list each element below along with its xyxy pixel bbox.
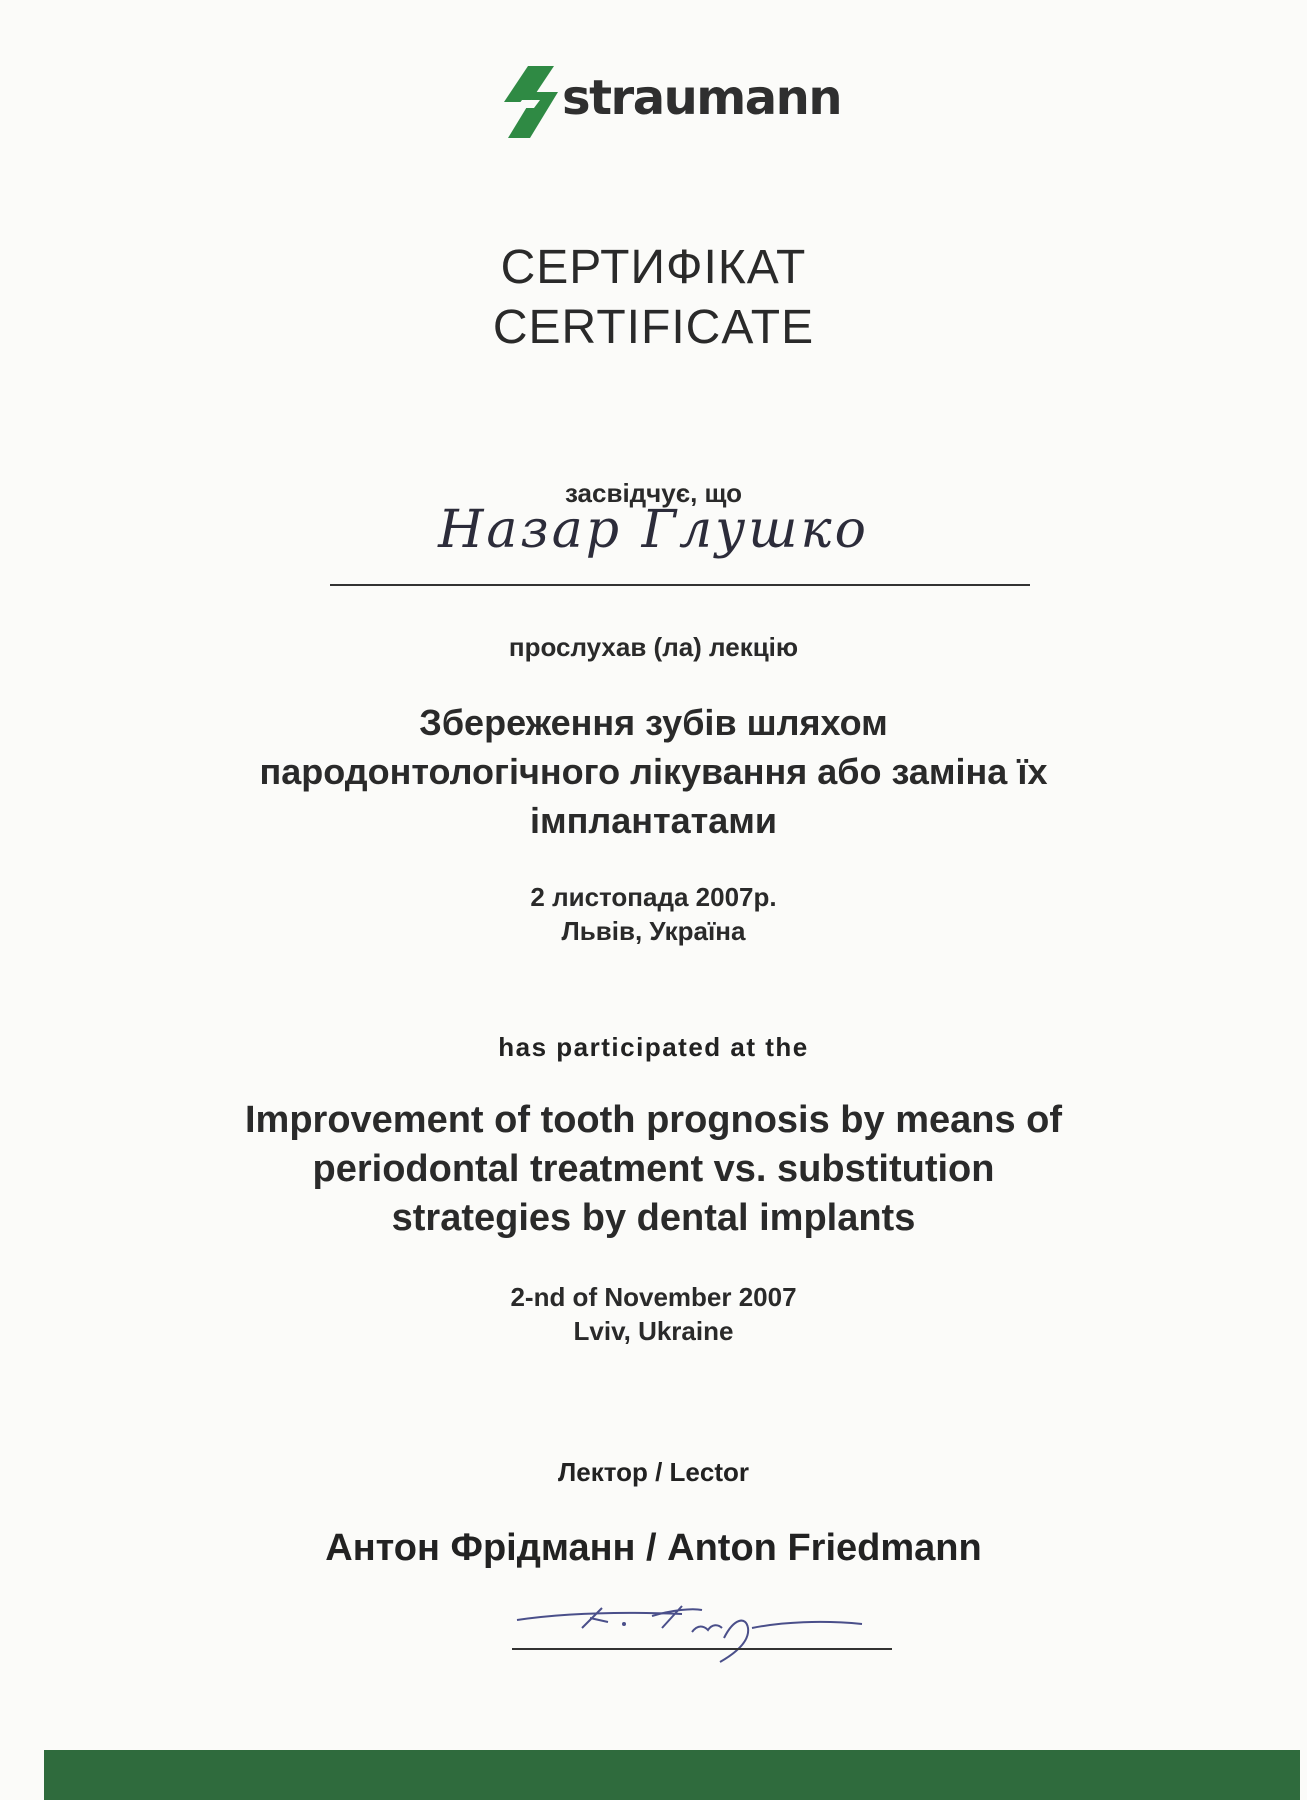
footer-green-band — [44, 1750, 1300, 1800]
lecture-title-english — [0, 1096, 1307, 1243]
certifies-text: засвідчує, що — [564, 478, 743, 508]
name-underline — [330, 584, 1030, 586]
date-place-english — [0, 1280, 1307, 1348]
lector-label: Лектор / Lector — [557, 1457, 749, 1487]
lecture-en-line-2: periodontal treatment vs. substitution — [312, 1148, 995, 1190]
lecture-ua-line-3: імплантатами — [529, 800, 778, 841]
date-ukrainian: 2 листопада 2007р. — [530, 882, 777, 912]
straumann-logo — [500, 62, 860, 152]
participated-text: has participated at the — [498, 1032, 809, 1062]
place-ukrainian: Львів, Україна — [561, 916, 746, 946]
title-english: CERTIFICATE — [492, 301, 815, 354]
place-english: Lviv, Ukraine — [573, 1316, 734, 1346]
recipient-name: Назар Глушко — [438, 500, 869, 560]
lecture-en-line-3: strategies by dental implants — [391, 1197, 916, 1239]
lecture-ua-line-2: пародонтологічного лікування або заміна їх — [259, 751, 1048, 792]
lecture-ua-line-1: Збереження зубів шляхом — [419, 702, 888, 743]
signature-line — [512, 1648, 892, 1650]
straumann-logo-icon — [500, 62, 560, 142]
lector-name: Антон Фрідманн / Anton Friedmann — [325, 1527, 982, 1569]
date-place-ukrainian — [0, 880, 1307, 948]
lector-signature — [512, 1598, 872, 1668]
brand-name: straumann — [562, 70, 841, 126]
title-ukrainian: СЕРТИФІКАТ — [500, 241, 807, 294]
lecture-title-ukrainian — [0, 698, 1307, 845]
date-english: 2-nd of November 2007 — [510, 1282, 797, 1312]
lecture-en-line-1: Improvement of tooth prognosis by means of — [244, 1099, 1063, 1141]
attended-text: прослухав (ла) лекцію — [508, 632, 799, 662]
